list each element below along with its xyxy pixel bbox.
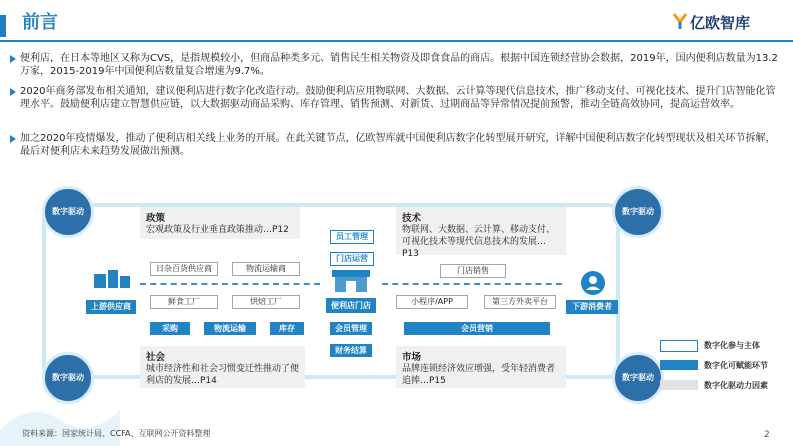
society-panel bbox=[140, 346, 305, 388]
policy-panel bbox=[140, 207, 300, 239]
process-box-purchasing: 采购 bbox=[150, 322, 190, 335]
policy-text: 宏观政策及行业垂直政策推动…P12 bbox=[146, 225, 289, 235]
supplier-box-logistics: 物流运输商 bbox=[232, 262, 300, 276]
society-title: 社会 bbox=[146, 352, 166, 363]
legend-label-participants: 数字化参与主体 bbox=[704, 341, 760, 350]
source-note: 资料来源：国家统计局、CCFA、互联网公开资料整理 bbox=[22, 429, 211, 438]
center-box-membership: 会员管理 bbox=[330, 322, 372, 335]
legend-label-drivers: 数字化驱动力因素 bbox=[704, 381, 768, 390]
title-accent-bar bbox=[0, 15, 6, 37]
consumer-box-mini-app: 小程序/APP bbox=[396, 295, 468, 309]
upstream-supplier-label: 上游供应商 bbox=[86, 300, 136, 314]
store-building-icon bbox=[330, 268, 372, 294]
brand-logo: 亿欧智库 bbox=[690, 14, 751, 32]
center-box-store-ops: 门店运营 bbox=[330, 252, 374, 266]
tech-panel bbox=[396, 207, 566, 259]
market-text: 品牌连锁经济效应增强，受年轻消费者追捧…P15 bbox=[402, 364, 556, 386]
legend-swatch-enablement bbox=[660, 360, 698, 370]
market-title: 市场 bbox=[402, 352, 422, 363]
process-box-inventory: 库存 bbox=[270, 322, 304, 335]
bullet-triangle-icon bbox=[10, 55, 16, 63]
bullet-triangle-icon bbox=[10, 135, 16, 143]
intro-paragraph-2: 2020年商务部发布相关通知，建议便利店进行数字化改造行动。鼓励便利店应用物联网、大数据、云计算等现代信息技术，推广移动支付、可视化技术、提升门店智能化管理水平。鼓励便利店建立智慧供应链，以大数据驱动商品采购、库存管理、销售预测、对新货、过期商品等异常情况提前预警，推动全链高效协同，提高运营效率。 bbox=[10, 85, 780, 111]
supplier-box-grocery: 日杂百货供应商 bbox=[150, 262, 218, 276]
supply-flow-line bbox=[140, 283, 320, 285]
consumer-box-store-sales: 门店销售 bbox=[440, 264, 506, 278]
intro-paragraph-1: 便利店，在日本等地区又称为CVS，是指规模较小，但商品种类多元、销售民生相关物资及即食食品的商店。根据中国连锁经营协会数据，2019年，国内便利店数量为13.2万家，2015-2019年中国便利店数量复合增速为9.7%。 bbox=[10, 52, 780, 78]
convenience-store-label: 便利店门店 bbox=[326, 298, 376, 313]
intro-paragraph-3: 加之2020年疫情爆发，推动了便利店相关线上业务的开展。在此关键节点，亿欧智库就中国便利店数字化转型展开研究，详解中国便利店数字化转型现状及相关环节拆解，最后对便利店未来趋势发展做出预测。 bbox=[10, 132, 780, 158]
legend-swatch-participants bbox=[660, 340, 698, 352]
process-box-logistics: 物流运输 bbox=[204, 322, 256, 335]
society-text: 城市经济性和社会习惯变迁性推动了便利店的发展…P14 bbox=[146, 364, 300, 386]
digital-driver-badge: 数字驱动 bbox=[42, 186, 94, 238]
warehouse-icon bbox=[92, 268, 132, 290]
policy-title: 政策 bbox=[146, 213, 166, 224]
process-box-member-marketing: 会员营销 bbox=[404, 322, 550, 335]
legend-swatch-drivers bbox=[660, 380, 698, 390]
digital-driver-badge: 数字驱动 bbox=[42, 352, 94, 404]
header-divider bbox=[0, 40, 793, 42]
bullet-triangle-icon bbox=[10, 88, 16, 96]
logo-icon bbox=[672, 12, 688, 30]
consumer-box-delivery-platform: 第三方外卖平台 bbox=[484, 295, 556, 309]
supplier-box-fresh-food: 鲜食工厂 bbox=[150, 295, 218, 309]
page-number: 2 bbox=[764, 430, 770, 440]
digital-driver-badge: 数字驱动 bbox=[612, 186, 664, 238]
downstream-consumer-label: 下游消费者 bbox=[566, 300, 618, 314]
legend-label-enablement: 数字化可赋能环节 bbox=[704, 361, 768, 370]
center-box-finance: 财务结算 bbox=[330, 344, 372, 357]
supplier-box-bakery: 烘焙工厂 bbox=[232, 295, 300, 309]
tech-title: 技术 bbox=[402, 213, 422, 224]
consumer-person-icon bbox=[580, 270, 606, 296]
digital-driver-badge: 数字驱动 bbox=[612, 352, 664, 404]
market-panel bbox=[396, 346, 566, 388]
consumer-flow-line bbox=[382, 283, 562, 285]
page-title: 前言 bbox=[22, 12, 58, 33]
center-box-staff: 员工管理 bbox=[330, 230, 374, 244]
tech-text: 物联网、大数据、云计算、移动支付、可视化技术等现代信息技术的发展…P13 bbox=[402, 225, 556, 259]
